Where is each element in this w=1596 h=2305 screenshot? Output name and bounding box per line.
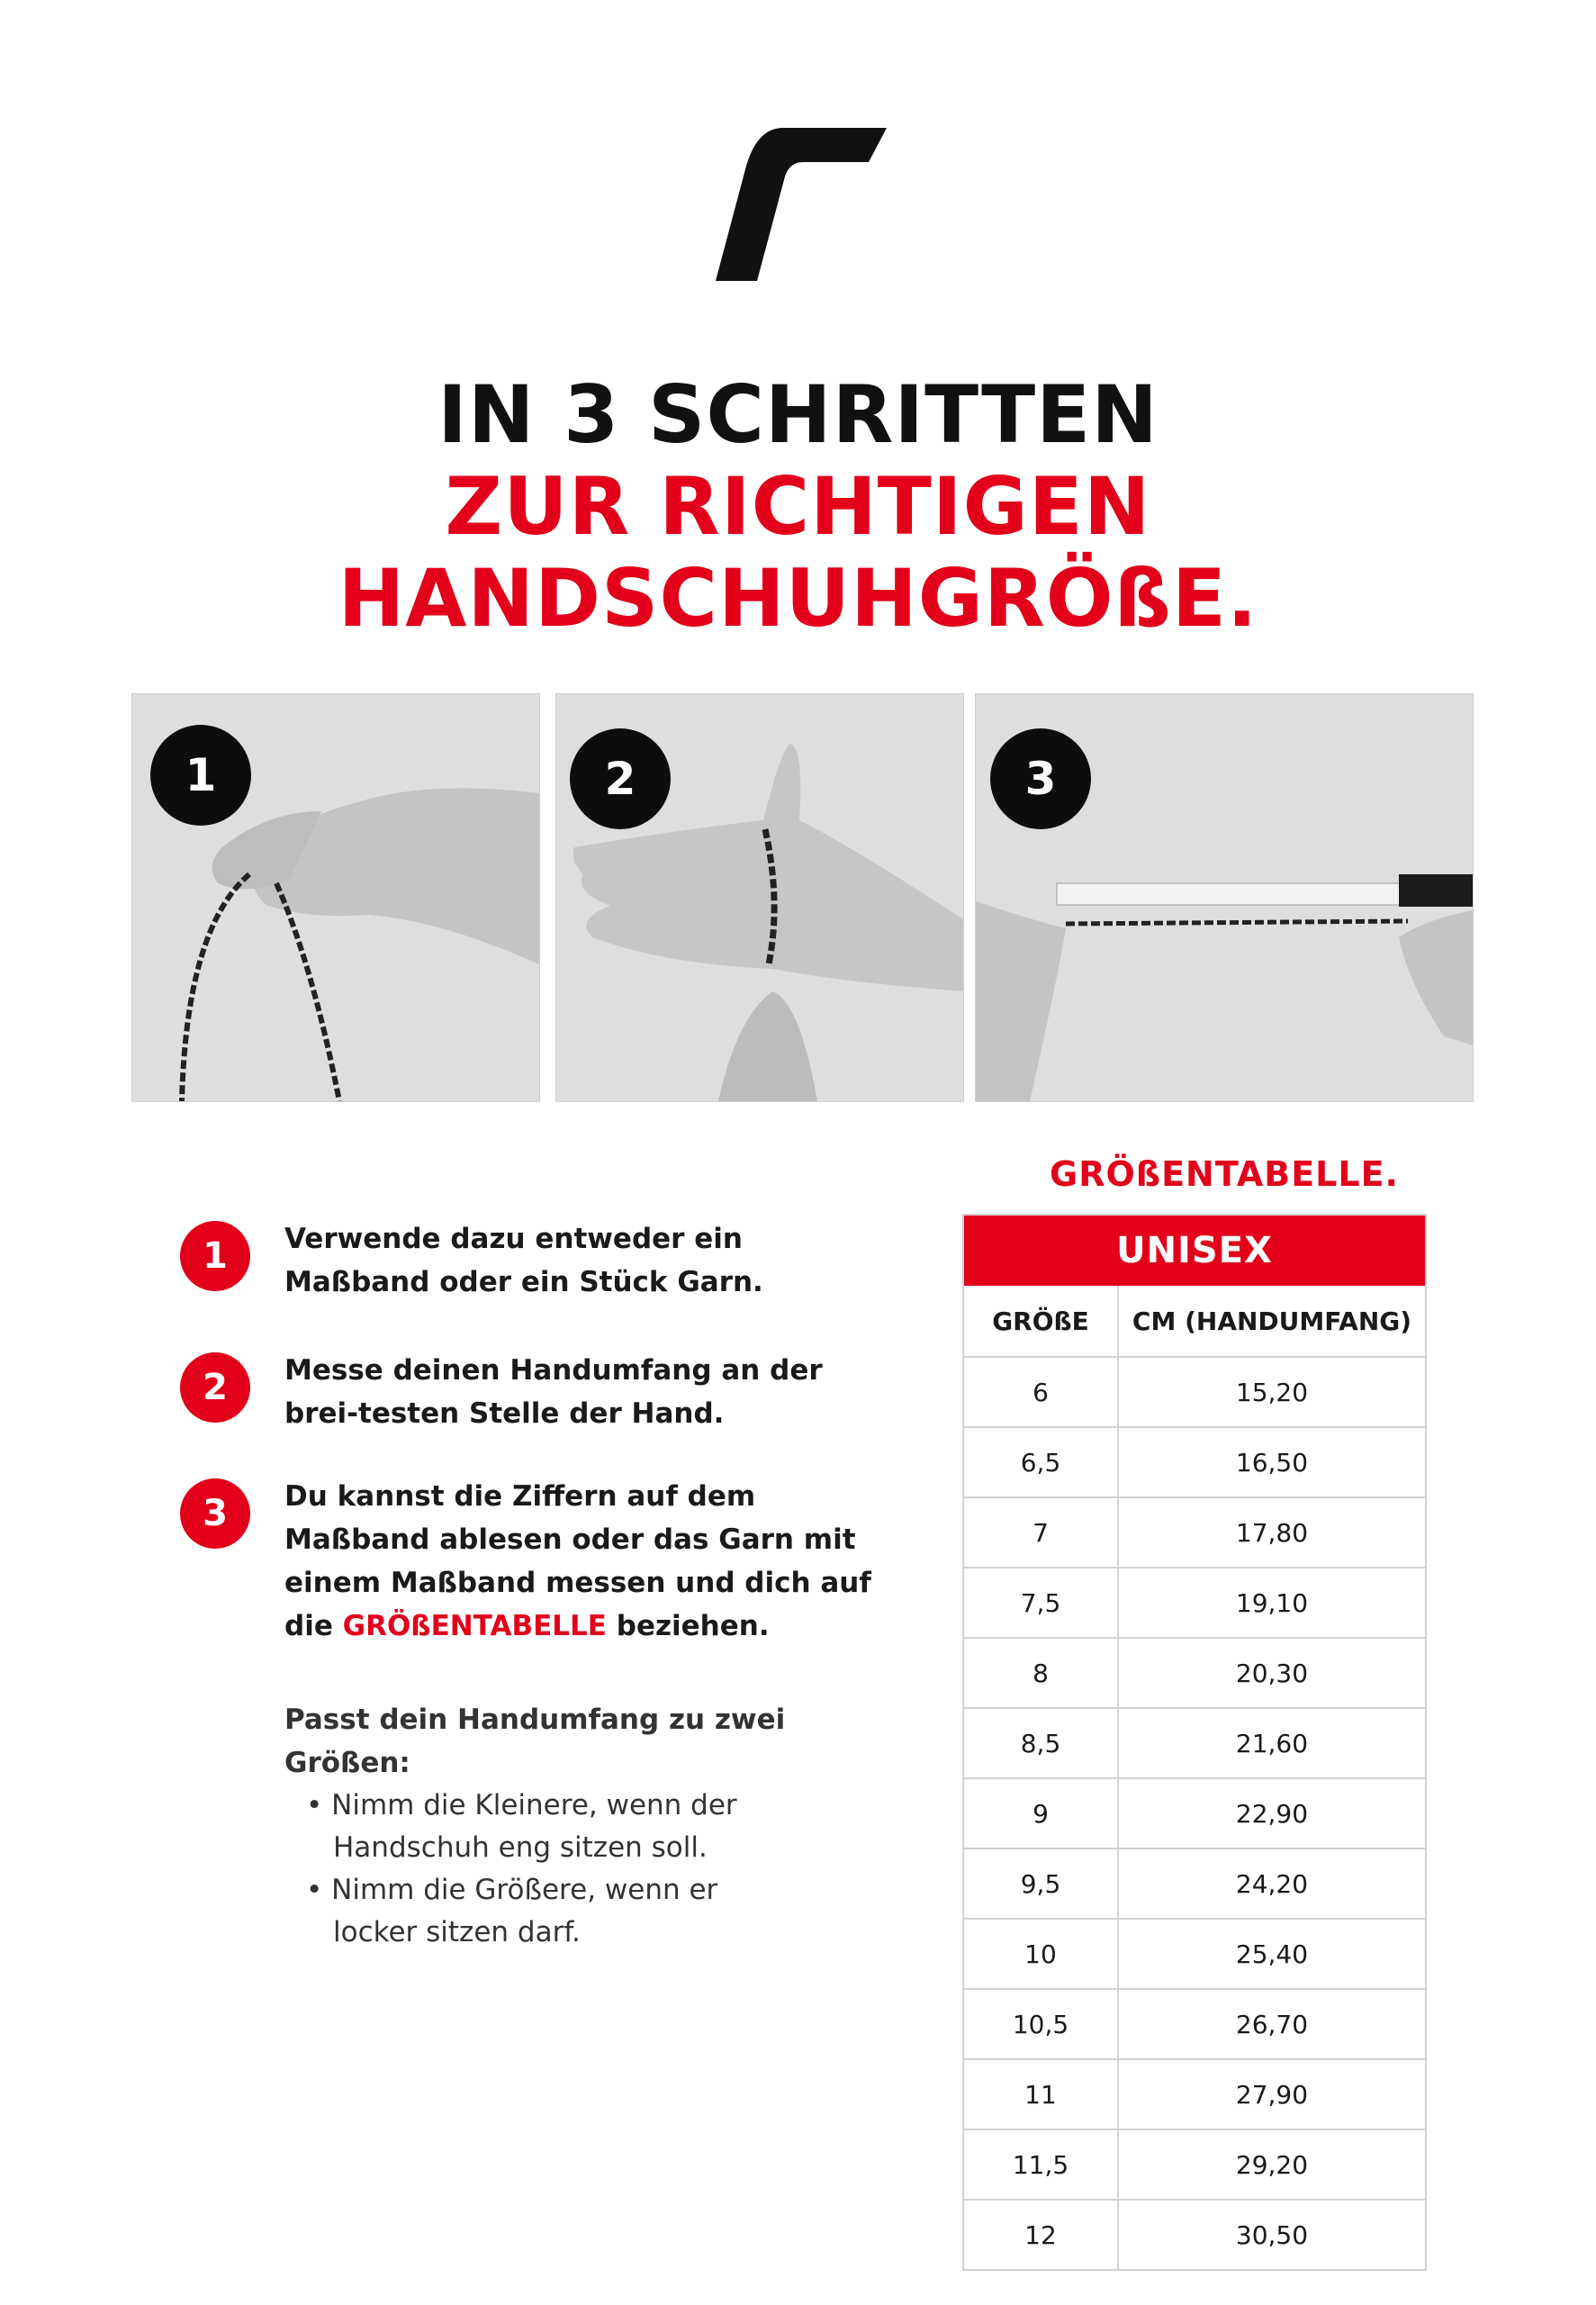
size-cell: 11 <box>963 2059 1118 2129</box>
table-row <box>963 2200 1426 2270</box>
step-number: 2 <box>180 1352 250 1423</box>
step-badge: 3 <box>990 728 1091 829</box>
step-text: Messe deinen Handumfang an der brei-testen Stelle der Hand. <box>284 1354 823 1430</box>
size-cell: 10 <box>963 1919 1118 1989</box>
brand-logo <box>716 128 887 281</box>
step-2-photo <box>555 693 964 1102</box>
table-row <box>963 1357 1426 1427</box>
table-row <box>963 1638 1426 1708</box>
column-header-size: GRÖßE <box>963 1286 1118 1357</box>
circumference-cell: 17,80 <box>1118 1497 1426 1568</box>
circumference-cell: 22,90 <box>1118 1778 1426 1849</box>
hint-bullet <box>284 1785 897 1869</box>
step-text: Verwende dazu entweder ein Maßband oder ein Stück Garn. <box>284 1223 763 1298</box>
step-number: 1 <box>180 1221 250 1291</box>
headline-line-3: HANDSCHUHGRÖßE. <box>338 552 1258 645</box>
circumference-cell: 19,10 <box>1118 1568 1426 1638</box>
hint-bullet-line: • Nimm die Größere, wenn er <box>306 1874 718 1906</box>
headline-line-2: ZUR RICHTIGEN <box>445 460 1151 553</box>
size-table-reference: GRÖßENTABELLE <box>342 1610 607 1642</box>
table-row <box>963 1568 1426 1638</box>
size-cell: 7,5 <box>963 1568 1118 1638</box>
circumference-cell: 27,90 <box>1118 2059 1426 2129</box>
hint-bullet <box>284 1869 897 1954</box>
size-cell: 10,5 <box>963 1989 1118 2059</box>
circumference-cell: 16,50 <box>1118 1427 1426 1497</box>
size-cell: 6 <box>963 1357 1118 1427</box>
hint-title: Passt dein Handumfang zu zwei Größen: <box>284 1704 786 1779</box>
size-cell: 8 <box>963 1638 1118 1708</box>
circumference-cell: 25,40 <box>1118 1919 1426 1989</box>
size-cell: 9,5 <box>963 1849 1118 1919</box>
hint-bullet-line: locker sitzen darf. <box>333 1916 581 1948</box>
size-table-heading: GRÖßENTABELLE. <box>1050 1154 1399 1194</box>
step-1-photo <box>131 693 540 1102</box>
circumference-cell: 29,20 <box>1118 2129 1426 2200</box>
step-text-after: beziehen. <box>616 1610 770 1642</box>
table-row <box>963 1497 1426 1568</box>
table-row <box>963 1778 1426 1849</box>
step-badge: 2 <box>570 728 671 829</box>
circumference-cell: 26,70 <box>1118 1989 1426 2059</box>
column-header-circumference: CM (HANDUMFANG) <box>1118 1286 1426 1357</box>
size-table-group: UNISEX <box>963 1215 1426 1286</box>
circumference-cell: 15,20 <box>1118 1357 1426 1427</box>
size-table <box>962 1214 1427 2271</box>
table-row <box>963 2129 1426 2200</box>
size-cell: 7 <box>963 1497 1118 1568</box>
size-cell: 12 <box>963 2200 1118 2270</box>
hint-bullet-line: Handschuh eng sitzen soll. <box>333 1831 708 1864</box>
table-row <box>963 1919 1426 1989</box>
size-cell: 11,5 <box>963 2129 1118 2200</box>
size-cell: 6,5 <box>963 1427 1118 1497</box>
circumference-cell: 20,30 <box>1118 1638 1426 1708</box>
size-cell: 9 <box>963 1778 1118 1849</box>
table-row <box>963 1427 1426 1497</box>
circumference-cell: 21,60 <box>1118 1708 1426 1778</box>
step-badge: 1 <box>150 725 251 826</box>
size-table-body <box>963 1357 1426 2270</box>
headline <box>0 369 1596 645</box>
table-row <box>963 1849 1426 1919</box>
circumference-cell: 24,20 <box>1118 1849 1426 1919</box>
step-number: 3 <box>180 1478 250 1549</box>
step-3-photo <box>975 693 1474 1102</box>
table-row <box>963 1708 1426 1778</box>
step-text-before: Du kannst die Ziffern auf dem Maßband ablesen oder das Garn mit einem Maßband messen und dich auf die <box>284 1480 871 1642</box>
size-cell: 8,5 <box>963 1708 1118 1778</box>
table-row <box>963 1989 1426 2059</box>
headline-line-1: IN 3 SCHRITTEN <box>437 368 1159 461</box>
table-row <box>963 2059 1426 2129</box>
two-sizes-hint <box>284 1698 897 1954</box>
circumference-cell: 30,50 <box>1118 2200 1426 2270</box>
step-text <box>284 1475 897 1648</box>
hint-bullet-line: • Nimm die Kleinere, wenn der <box>306 1789 737 1821</box>
